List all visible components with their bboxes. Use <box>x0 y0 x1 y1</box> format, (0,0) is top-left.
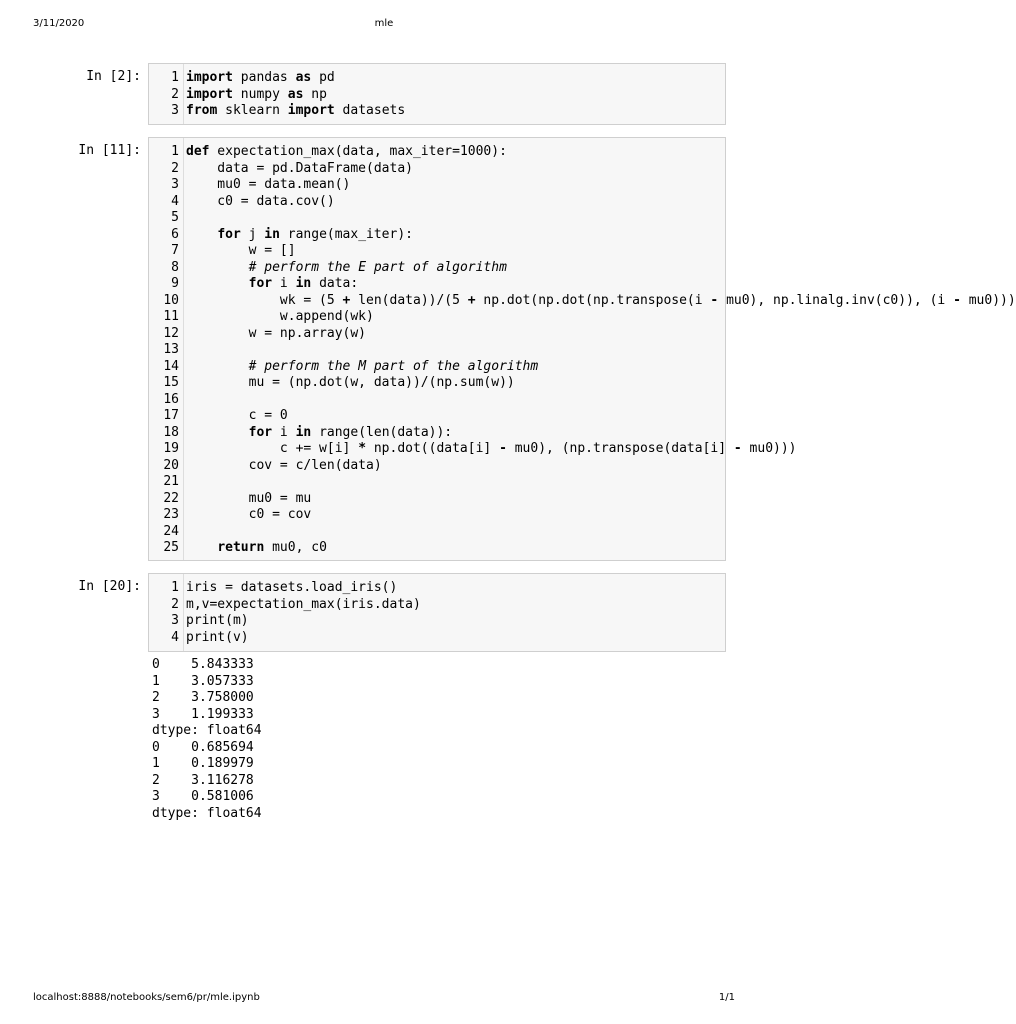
line-number: 1 <box>171 70 179 85</box>
line-number: 10 <box>163 292 179 308</box>
code-text <box>186 491 311 508</box>
code-token: sklearn <box>217 103 288 118</box>
code-line <box>149 276 725 293</box>
line-number: 9 <box>171 276 179 291</box>
code-keyword: import <box>186 86 233 102</box>
footer-url: localhost:8888/notebooks/sem6/pr/mle.ipynb <box>33 992 260 1003</box>
output-line: 0 0.685694 <box>152 739 254 755</box>
code-token: mu0, c0 <box>264 540 327 555</box>
code-token: w.append(wk) <box>186 309 374 324</box>
code-token: expectation_max(data, max_iter=1000): <box>209 144 507 159</box>
code-keyword: in <box>295 276 312 291</box>
code-line <box>149 243 725 260</box>
code-line <box>149 70 725 87</box>
line-number: 3 <box>171 613 179 628</box>
code-keyword: def <box>186 144 210 159</box>
code-token: range(len(data)): <box>311 424 453 440</box>
line-number: 3 <box>171 177 179 192</box>
code-input[interactable] <box>148 137 1016 561</box>
code-text <box>186 194 335 211</box>
code-text <box>186 580 397 597</box>
code-text <box>186 458 382 475</box>
line-number: 14 <box>163 358 179 374</box>
code-keyword: in <box>295 424 312 440</box>
line-number: 1 <box>171 580 179 595</box>
code-text <box>186 177 350 194</box>
code-comment: # perform the M part of the algorithm <box>248 358 539 374</box>
line-number: 12 <box>163 325 179 341</box>
code-token <box>186 276 249 291</box>
code-token: np.dot(np.dot(np.transpose(i <box>475 292 711 308</box>
output-line: dtype: float64 <box>152 723 262 738</box>
code-token: c0 = cov <box>186 507 312 522</box>
code-token: pandas <box>232 70 296 85</box>
print-date: 3/11/2020 <box>33 18 85 29</box>
code-text <box>186 103 405 120</box>
output-line: 0 5.843333 <box>152 657 254 672</box>
line-number: 20 <box>163 457 179 473</box>
code-keyword: in <box>264 226 280 242</box>
notebook-title: mle <box>374 18 394 29</box>
code-comment: # perform the E part of algorithm <box>248 259 507 275</box>
line-number: 6 <box>171 226 179 242</box>
code-token <box>186 359 249 374</box>
code-line <box>149 441 797 458</box>
line-number: 11 <box>163 309 179 324</box>
code-line <box>149 524 725 541</box>
line-number: 24 <box>163 523 179 539</box>
code-token: cov = c/len(data) <box>186 457 382 473</box>
line-number: 8 <box>171 259 179 275</box>
code-keyword: - <box>733 441 742 456</box>
line-number: 7 <box>171 243 179 258</box>
code-keyword: - <box>710 292 719 308</box>
line-number: 25 <box>163 540 179 555</box>
line-number: 4 <box>171 193 179 209</box>
line-number: 18 <box>163 424 179 440</box>
code-keyword: * <box>358 441 367 456</box>
code-line <box>149 613 725 630</box>
code-text <box>186 293 1016 310</box>
code-text <box>186 161 413 178</box>
cell-output <box>152 657 262 822</box>
code-line <box>149 103 725 120</box>
code-text <box>186 630 249 647</box>
code-token: c += w[i] <box>186 441 359 456</box>
output-line: 3 1.199333 <box>152 706 254 722</box>
line-number: 3 <box>171 103 179 118</box>
code-keyword: + <box>342 292 351 308</box>
line-number: 17 <box>163 408 179 423</box>
code-text <box>186 87 327 104</box>
code-keyword: + <box>467 292 476 308</box>
code-keyword: as <box>287 86 304 102</box>
code-keyword: - <box>499 441 507 456</box>
line-number: 15 <box>163 375 179 390</box>
code-token: print(m) <box>186 613 249 628</box>
code-token: w = [] <box>186 243 296 258</box>
code-line <box>149 458 725 475</box>
code-line <box>149 392 725 409</box>
code-text <box>186 425 452 442</box>
code-line <box>149 144 725 161</box>
code-token: np.dot((data[i] <box>366 441 500 456</box>
code-line <box>149 210 725 227</box>
code-token: np <box>303 86 327 102</box>
cell-prompt: In [2]: <box>86 69 141 84</box>
code-token <box>186 425 249 440</box>
code-token: i <box>272 424 296 440</box>
code-token: mu = (np.dot(w, data))/(np.sum(w)) <box>186 375 515 390</box>
code-line <box>149 408 725 425</box>
code-token: len(data))/(5 <box>350 292 468 308</box>
code-token <box>186 227 217 242</box>
code-area[interactable] <box>149 144 1016 557</box>
code-text <box>186 243 296 260</box>
line-number: 5 <box>171 210 179 225</box>
code-token: mu0), (np.transpose(data[i] <box>506 441 734 456</box>
code-token: print(v) <box>186 629 249 645</box>
code-line <box>149 87 725 104</box>
cell-prompt: In [20]: <box>78 579 141 594</box>
line-number: 19 <box>163 441 179 456</box>
code-token: datasets <box>334 103 406 118</box>
code-line <box>149 260 725 277</box>
line-number: 13 <box>163 342 179 357</box>
output-line: 1 3.057333 <box>152 673 254 689</box>
code-text <box>186 144 507 161</box>
code-input[interactable] <box>148 63 726 125</box>
code-token: iris = datasets.load_iris() <box>186 580 398 595</box>
output-line: 3 0.581006 <box>152 789 254 804</box>
cell-prompt: In [11]: <box>78 143 141 158</box>
code-line <box>149 194 725 211</box>
code-line <box>149 177 725 194</box>
line-number: 1 <box>171 144 179 159</box>
code-line <box>149 227 725 244</box>
output-line: dtype: float64 <box>152 805 262 821</box>
code-input[interactable] <box>148 573 726 652</box>
code-keyword: for <box>217 226 241 242</box>
line-number: 16 <box>163 391 179 407</box>
code-line <box>149 375 725 392</box>
code-line <box>149 326 725 343</box>
code-line <box>149 161 725 178</box>
code-token: data = pd.DataFrame(data) <box>186 160 413 176</box>
code-line <box>149 540 725 557</box>
code-line <box>149 507 725 524</box>
code-token: data: <box>311 276 359 291</box>
code-token: mu0))) <box>960 292 1016 308</box>
code-line <box>149 342 725 359</box>
code-token: range(max_iter): <box>279 226 413 242</box>
code-token: mu0), np.linalg.inv(c0)), (i <box>718 292 954 308</box>
line-number: 4 <box>171 629 179 645</box>
code-text <box>186 227 413 244</box>
code-line <box>149 309 725 326</box>
code-token: mu0))) <box>741 441 797 456</box>
code-line <box>149 425 725 442</box>
code-text <box>186 540 327 557</box>
line-number: 2 <box>171 86 179 102</box>
code-text <box>186 326 366 343</box>
line-number: 21 <box>163 474 179 489</box>
code-area[interactable] <box>149 580 725 646</box>
code-line <box>149 292 1016 310</box>
code-token <box>186 260 249 275</box>
code-line <box>149 597 725 614</box>
code-keyword: - <box>953 292 961 308</box>
code-text <box>186 260 507 277</box>
code-line <box>149 491 725 508</box>
code-line <box>149 359 725 376</box>
code-keyword: return <box>217 540 265 555</box>
code-token: c0 = data.cov() <box>186 193 335 209</box>
line-number: 23 <box>163 507 179 522</box>
output-line: 2 3.116278 <box>152 772 254 788</box>
code-text <box>186 441 797 458</box>
output-line: 2 3.758000 <box>152 690 254 705</box>
code-keyword: import <box>287 103 335 118</box>
line-number: 2 <box>171 596 179 612</box>
code-text <box>186 375 515 392</box>
code-line <box>149 474 725 491</box>
line-number: 2 <box>171 160 179 176</box>
code-text <box>186 408 288 425</box>
code-token: j <box>240 226 265 242</box>
code-line <box>149 630 725 647</box>
code-text <box>186 613 249 630</box>
code-line <box>149 580 725 597</box>
code-token: pd <box>311 70 335 85</box>
code-token: c = 0 <box>186 408 288 423</box>
code-keyword: from <box>186 103 218 118</box>
code-text <box>186 276 358 293</box>
code-token: w = np.array(w) <box>186 325 367 341</box>
code-token: m,v=expectation_max(iris.data) <box>186 596 421 612</box>
code-keyword: for <box>248 276 273 291</box>
code-text <box>186 597 421 614</box>
code-text <box>186 70 335 87</box>
line-number: 22 <box>163 490 179 506</box>
code-text <box>186 309 374 326</box>
output-line: 1 0.189979 <box>152 756 254 771</box>
code-text <box>186 507 311 524</box>
code-keyword: for <box>248 424 273 440</box>
code-token: mu0 = data.mean() <box>186 177 351 192</box>
code-token: numpy <box>232 86 288 102</box>
code-token: wk = (5 <box>186 292 343 308</box>
code-token <box>186 540 217 555</box>
code-token: mu0 = mu <box>186 490 312 506</box>
code-area[interactable] <box>149 70 725 120</box>
code-keyword: import <box>186 70 233 85</box>
code-text <box>186 359 538 376</box>
code-keyword: as <box>295 70 312 85</box>
code-token: i <box>272 276 296 291</box>
footer-page-number: 1/1 <box>718 992 735 1003</box>
